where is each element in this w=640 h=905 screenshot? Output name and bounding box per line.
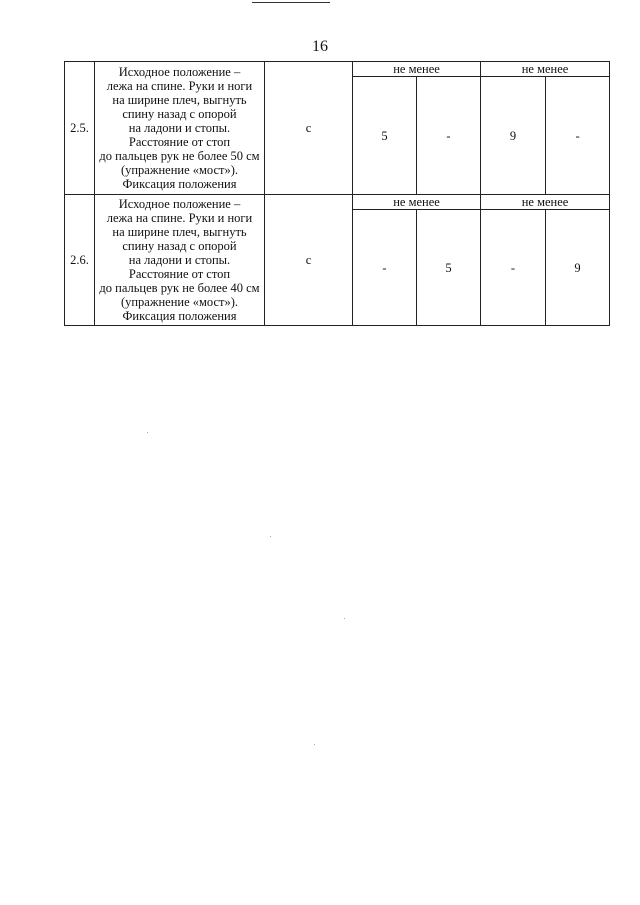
group-header: не менее <box>353 62 481 77</box>
value-cell: 9 <box>546 210 610 326</box>
description-line: до пальцев рук не более 50 см <box>99 149 260 163</box>
description-line: (упражнение «мост»). <box>120 163 239 177</box>
scan-speck <box>270 536 271 537</box>
description-line: на ширине плеч, выгнуть <box>112 93 247 107</box>
table-row <box>65 195 610 210</box>
description-line: (упражнение «мост»). <box>120 295 239 309</box>
scan-speck <box>147 432 148 433</box>
value-cell: - <box>417 77 481 195</box>
unit-cell: с <box>265 195 353 326</box>
description-line: Исходное положение – <box>118 197 241 211</box>
unit-cell: с <box>265 62 353 195</box>
group-header: не менее <box>353 195 481 210</box>
exercise-description <box>95 195 265 326</box>
norms-table <box>64 61 610 326</box>
row-number: 2.5. <box>65 62 95 195</box>
value-cell: 5 <box>353 77 417 195</box>
page-number: 16 <box>312 38 328 55</box>
description-line: Расстояние от стоп <box>128 267 231 281</box>
exercise-description <box>95 62 265 195</box>
description-line: лежа на спине. Руки и ноги <box>106 79 253 93</box>
description-line: лежа на спине. Руки и ноги <box>106 211 253 225</box>
description-line: Расстояние от стоп <box>128 135 231 149</box>
group-header: не менее <box>481 195 610 210</box>
scan-speck <box>344 618 345 619</box>
scan-speck <box>314 744 315 745</box>
row-number: 2.6. <box>65 195 95 326</box>
description-line: спину назад с опорой <box>122 239 237 253</box>
value-cell: 9 <box>481 77 546 195</box>
description-line: на ладони и стопы. <box>128 253 231 267</box>
description-line: спину назад с опорой <box>122 107 237 121</box>
top-edge-mark <box>252 2 330 3</box>
table-row <box>65 62 610 77</box>
description-line: Фиксация положения <box>122 177 237 191</box>
value-cell: 5 <box>417 210 481 326</box>
group-header: не менее <box>481 62 610 77</box>
value-cell: - <box>546 77 610 195</box>
value-cell: - <box>353 210 417 326</box>
description-line: на ладони и стопы. <box>128 121 231 135</box>
value-cell: - <box>481 210 546 326</box>
description-line: Исходное положение – <box>118 65 241 79</box>
description-line: на ширине плеч, выгнуть <box>112 225 247 239</box>
description-line: до пальцев рук не более 40 см <box>99 281 260 295</box>
description-line: Фиксация положения <box>122 309 237 323</box>
